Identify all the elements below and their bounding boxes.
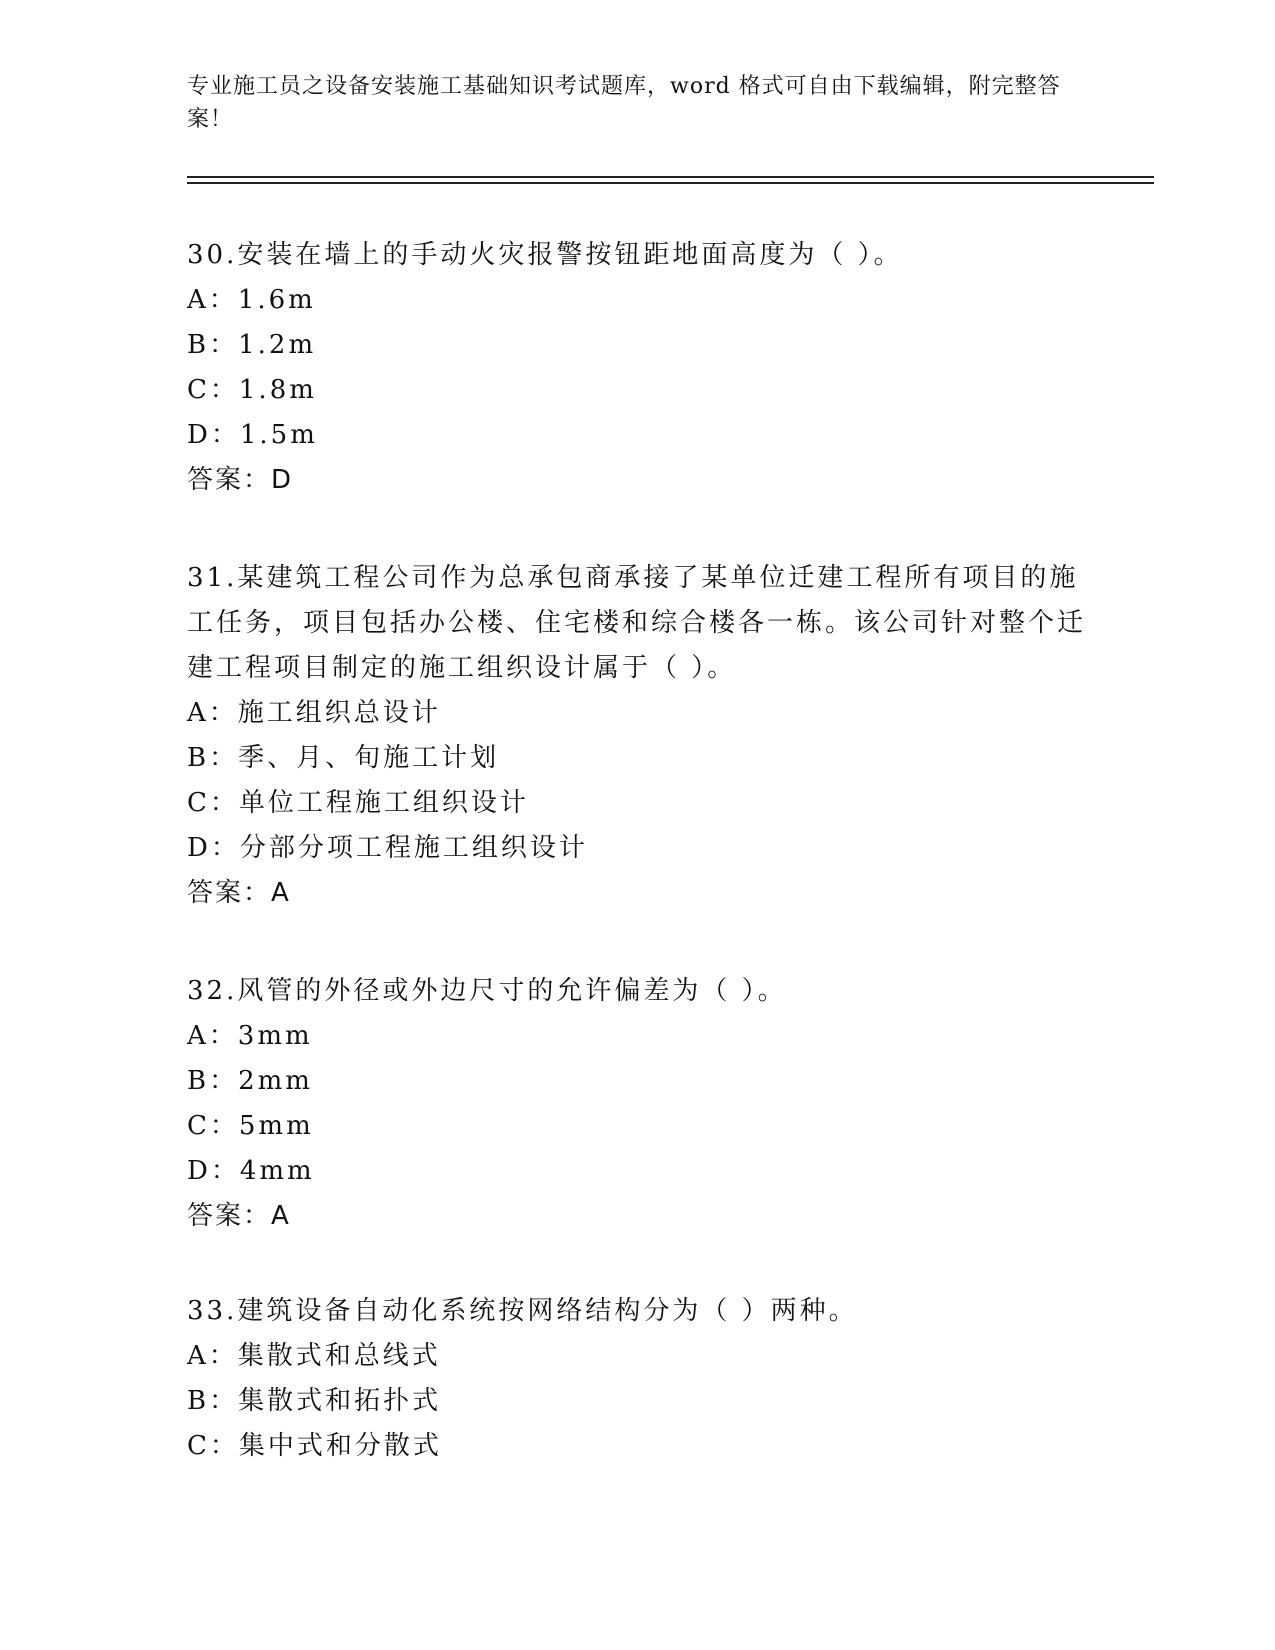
option-b: B：集散式和拓扑式 xyxy=(187,1386,442,1416)
option-a: A：1.6m xyxy=(187,285,316,315)
answer-line: 答案：D xyxy=(187,465,294,495)
option-c: C：集中式和分散式 xyxy=(187,1431,442,1461)
question-30 xyxy=(187,233,1087,503)
option-b: B：季、月、旬施工计划 xyxy=(187,743,500,773)
header-divider-bottom xyxy=(187,182,1154,184)
option-a: A：集散式和总线式 xyxy=(187,1341,441,1371)
option-a: A：施工组织总设计 xyxy=(187,698,441,728)
question-stem: 30.安装在墙上的手动火灾报警按钮距地面高度为（ ）。 xyxy=(187,240,903,270)
option-b: B：1.2m xyxy=(187,330,317,360)
answer-line: 答案：A xyxy=(187,1201,291,1231)
option-a: A：3mm xyxy=(187,1021,313,1051)
document-header: 专业施工员之设备安装施工基础知识考试题库，word 格式可自由下载编辑，附完整答案！ xyxy=(187,74,1061,132)
option-c: C：5mm xyxy=(187,1111,314,1141)
question-31 xyxy=(187,556,1087,916)
option-c: C：1.8m xyxy=(187,375,317,405)
question-32 xyxy=(187,969,1087,1239)
question-stem: 32.风管的外径或外边尺寸的允许偏差为（ ）。 xyxy=(187,976,787,1006)
question-stem: 33.建筑设备自动化系统按网络结构分为（ ）两种。 xyxy=(187,1296,858,1326)
answer-line: 答案：A xyxy=(187,878,291,908)
option-b: B：2mm xyxy=(187,1066,313,1096)
option-d: D：4mm xyxy=(187,1156,315,1186)
question-stem: 31.某建筑工程公司作为总承包商承接了某单位迁建工程所有项目的施工任务，项目包括办公楼、住宅楼和综合楼各一栋。该公司针对整个迁建工程项目制定的施工组织设计属于（ ）。 xyxy=(187,563,1087,683)
header-divider-top xyxy=(187,176,1154,178)
question-33 xyxy=(187,1289,1087,1469)
option-d: D：1.5m xyxy=(187,420,318,450)
option-d: D：分部分项工程施工组织设计 xyxy=(187,833,588,863)
option-c: C：单位工程施工组织设计 xyxy=(187,788,529,818)
